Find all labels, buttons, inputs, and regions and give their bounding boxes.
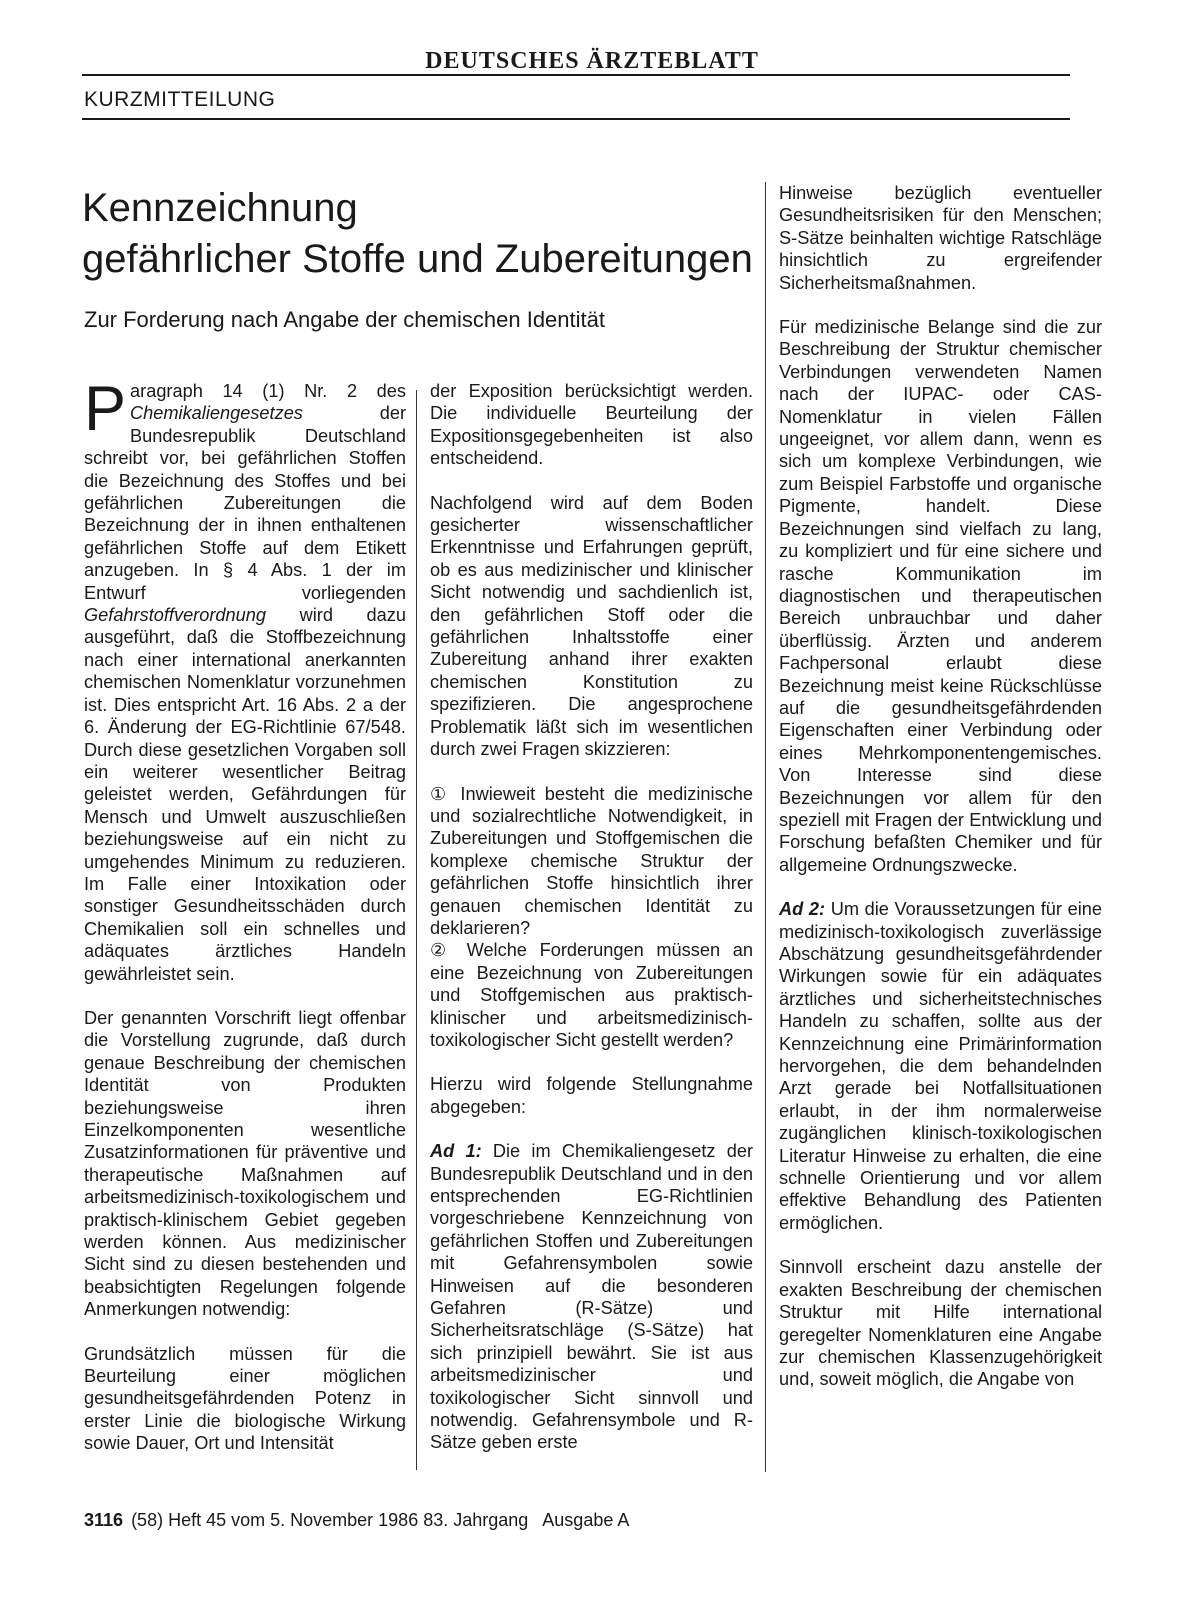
- article-subtitle: Zur Forderung nach Angabe der chemischen Identität: [84, 307, 605, 332]
- paragraph: Für medizinische Belange sind die zur Beschreibung der Struktur chemischer Verbindungen verwendeten Namen nach der IUPAC- oder CAS-Nomenklatur in vielen Fällen ungeeignet, vor allem dann, wenn es sich um komplexe Verbindungen, wie zum Beispiel Farbstoffe und organische Pigmente, handelt. Diese Bezeichnungen sind vielfach zu lang, zu kompliziert und für eine sichere und rasche Kommunikation im diagnostischen und therapeutischen Bereich unbrauchbar und daher überflüssig. Ärzten und anderem Fachpersonal erlaubt diese Bezeichnung meist keine Rückschlüsse auf die gesundheitsgefährdenden Eigenschaften einer Verbindung oder eines Mehrkomponentengemisches. Von Interesse sind diese Bezeichnungen vor allem für den speziell mit Fragen der Entwicklung und Forschung befaßten Chemiker und für allgemeine Ordnungszwecke.: [779, 317, 1102, 875]
- question-1: ① Inwieweit besteht die medizinische und sozialrechtliche Notwendigkeit, in Zubereitungen und Stoffgemischen die komplexe chemische Struktur der gefährlichen Stoffe hinsichtlich ihrer genauen chemischen Identität zu deklarieren?: [430, 783, 753, 938]
- section-label: KURZMITTEILUNG: [84, 88, 276, 111]
- question-2: ② Welche Forderungen müssen an eine Bezeichnung von Zubereitungen und Stoffgemischen aus praktisch-klinischer und arbeitsmedizinisch-toxikologischer Sicht gestellt werden?: [430, 940, 753, 1050]
- paragraph: Sinnvoll erscheint dazu anstelle der exakten Beschreibung der chemischen Struktur mit Hilfe international geregelter Nomenklaturen eine Angabe zur chemischen Klassenzugehörigkeit und, soweit möglich, die Angabe von: [779, 1257, 1102, 1390]
- title-line-1: Kennzeichnung: [82, 186, 358, 230]
- page-footer: [84, 1510, 629, 1531]
- column-divider: [765, 182, 766, 1472]
- masthead: DEUTSCHES ÄRZTEBLATT: [425, 48, 759, 74]
- paragraph: der Exposition berücksichtigt werden. Die individuelle Beurteilung der Expositionsgegebenheiten ist also entscheidend.: [430, 381, 753, 469]
- issue-info: (58) Heft 45 vom 5. November 1986 83. Jahrgang Ausgabe A: [131, 1510, 630, 1530]
- lead-label: Ad 1:: [430, 1141, 482, 1162]
- text-column-2: [430, 380, 753, 1476]
- page-number: 3116: [84, 1510, 124, 1530]
- article-title: [82, 183, 753, 285]
- drop-cap: P: [84, 374, 127, 444]
- paragraph: Ad 1: Die im Chemikaliengesetz der Bundesrepublik Deutschland und in den entsprechenden EG-Richtlinien vorgeschriebene Kennzeichnung von gefährlichen Stoffen und Zubereitungen mit Gefahrensymbolen sowie Hinweisen auf die besonderen Gefahren (R-Sätze) und Sicherheitsratschläge (S-Sätze) hat sich prinzipiell bewährt. Sie ist aus arbeitsmedizinischer und toxikologischer Sicht sinnvoll und notwendig. Gefahrensymbole und R-Sätze geben erste: [430, 1141, 753, 1453]
- title-line-2: gefährlicher Stoffe und Zubereitungen: [82, 237, 753, 281]
- section-rule: [82, 118, 1070, 120]
- text-column-3: [779, 182, 1102, 1413]
- paragraph: Paragraph 14 (1) Nr. 2 des Chemikaliengesetzes der Bundesrepublik Deutschland schreibt vor, bei gefährlichen Stoffen die Bezeichnung des Stoffes und bei gefährlichen Zubereitungen die Bezeichnung der in ihnen enthaltenen gefährlichen Stoffe auf dem Etikett anzugeben. In § 4 Abs. 1 der im Entwurf vorliegenden Gefahrstoffverordnung wird dazu ausgeführt, daß die Stoffbezeichnung nach einer international anerkannten chemischen Nomenklatur vorzunehmen ist. Dies entspricht Art. 16 Abs. 2 a der 6. Änderung der EG-Richtlinie 67/548. Durch diese gesetzlichen Vorgaben soll ein weiterer wesentlicher Beitrag geleistet werden, Gefährdungen für Mensch und Umwelt auszuschließen beziehungsweise auf ein nicht zu umgehendes Minimum zu reduzieren. Im Falle einer Intoxikation oder sonstiger Gesundheitsschäden durch Chemikalien soll ein schnelles und adäquates ärztliches Handeln gewährleistet sein.: [84, 374, 406, 984]
- column-divider: [416, 390, 417, 1470]
- paragraph: Hierzu wird folgende Stellungnahme abgegeben:: [430, 1074, 753, 1117]
- paragraph: Ad 2: Um die Voraussetzungen für eine medizinisch-toxikologisch zuverlässige Abschätzung gesundheitsgefährdender Wirkungen sowie für ein adäquates ärztliches und sicherheitstechnisches Handeln zu schaffen, sollte aus der Kennzeichnung eine Primärinformation hervorgehen, die dem behandelnden Arzt gerade bei Notfallsituationen erlaubt, in der ihm normalerweise zugänglichen klinisch-toxikologischen Literatur Hinweise zu erhalten, die eine schnelle Orientierung und vor allem effektive Behandlung des Patienten ermöglichen.: [779, 899, 1103, 1233]
- lead-label: Ad 2:: [779, 899, 826, 920]
- paragraph: Nachfolgend wird auf dem Boden gesicherter wissenschaftlicher Erkenntnisse und Erfahrungen geprüft, ob es aus medizinischer und klinischer Sicht notwendig und sachdienlich ist, den gefährlichen Stoff oder die gefährlichen Inhaltsstoffe einer Zubereitung anhand ihrer exakten chemischen Konstitution zu spezifizieren. Die angesprochene Problematik läßt sich im wesentlichen durch zwei Fragen skizzieren:: [430, 492, 753, 760]
- text-column-1: [84, 374, 406, 1477]
- paragraph: Grundsätzlich müssen für die Beurteilung einer möglichen gesundheitsgefährdenden Potenz in erster Linie die biologische Wirkung sowie Dauer, Ort und Intensität: [84, 1343, 406, 1454]
- paragraph: Hinweise bezüglich eventueller Gesundheitsrisiken für den Menschen; S-Sätze beinhalten wichtige Ratschläge hinsichtlich zu ergreifender Sicherheitsmaßnahmen.: [779, 183, 1102, 293]
- header-rule: [82, 74, 1070, 76]
- paragraph: Der genannten Vorschrift liegt offenbar die Vorstellung zugrunde, daß durch genaue Beschreibung der chemischen Identität von Produkten beziehungsweise ihren Einzelkomponenten wesentliche Zusatzinformationen für präventive und therapeutische Maßnahmen auf arbeitsmedizinisch-toxikologischem und praktisch-klinischem Gebiet gegeben werden können. Aus medizinischer Sicht sind zu diesen bestehenden und beabsichtigten Regelungen folgende Anmerkungen notwendig:: [84, 1007, 406, 1320]
